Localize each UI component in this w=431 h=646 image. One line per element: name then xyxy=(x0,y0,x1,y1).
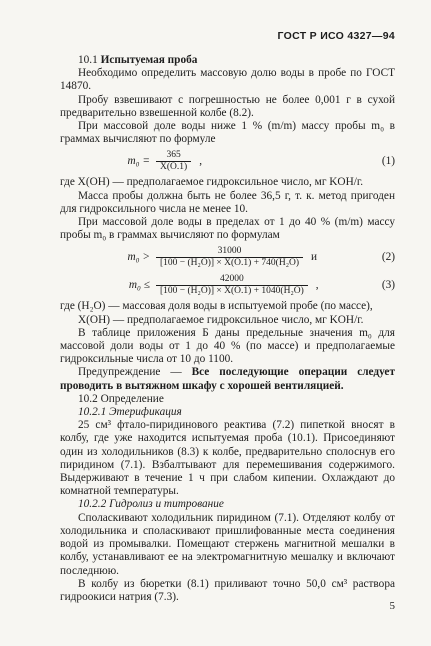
fraction-numerator: 42000 xyxy=(220,273,244,284)
formula-lhs: m₀ ≤ xyxy=(128,278,150,291)
formula-2 xyxy=(60,244,395,270)
formula-tail: , xyxy=(199,154,203,167)
formula-number: (1) xyxy=(381,154,395,167)
fraction-denominator: [100 − (H₂O)] × X(O.1) + 1040(H₂O) xyxy=(156,285,308,297)
formula-number: (3) xyxy=(381,278,395,291)
paragraph: Споласкивают холодильник пиридином (7.1). Отделяют колбу от холодильника и споласкивают пришлифованные места соединения водой из промывалки. Помещают стержень магнитной мешалки в колбу, устанавливают ее на электромагнитную мешалку и включают последнюю. xyxy=(60,511,395,577)
formula-lhs: m₀ > xyxy=(127,250,150,263)
formula-lhs: m₀ = xyxy=(127,154,150,167)
paragraph: 25 см³ фтало-пиридинового реактива (7.2) пипеткой вносят в колбу, где уже находится испытуемая проба (10.1). Присоединяют один из холодильников (8.3) к колбе, предварительно сполоснув его пиридином (7.1). Взбалтывают для перемешивания содержимого. Выдерживают в течение 1 ч при слабом кипении. Охлаждают до комнатной температуры. xyxy=(60,419,395,498)
paragraph: В таблице приложения Б даны предельные значения m₀ для массовой доли воды от 1 до 40 % (по массе) и предполагаемые гидроксильные числа от 10 до 1100. xyxy=(60,326,395,366)
paragraph: Масса пробы должна быть не более 36,5 г, т. к. метод пригоден для гидроксильного числа не менее 10. xyxy=(60,189,395,215)
formula-tail: и xyxy=(311,250,318,263)
paragraph: где X(OH) — предполагаемое гидроксильное число, мг KOH/г. xyxy=(60,176,364,189)
section-10-2-1-heading: 10.2.1 Этерификация xyxy=(78,406,182,419)
fraction-numerator: 365 xyxy=(166,149,181,160)
warning-prefix: Предупреждение — xyxy=(78,366,192,379)
formula-1 xyxy=(60,148,395,174)
section-10-2-2-heading: 10.2.2 Гидролиз и титрование xyxy=(78,498,224,511)
formula-number: (2) xyxy=(381,250,395,263)
where-line-2 xyxy=(60,314,395,327)
section-10-1-heading xyxy=(60,54,395,67)
formula-3 xyxy=(60,272,395,298)
where-variable: где (H₂O) xyxy=(60,300,106,313)
page-content xyxy=(60,54,395,604)
paragraph: При массовой доле воды ниже 1 % (m/m) массу пробы m₀ в граммах вычисляют по формуле xyxy=(60,120,395,146)
section-number: 10.1 xyxy=(78,54,98,66)
paragraph: В колбу из бюретки (8.1) приливают точно 50,0 см³ раствора гидроокиси натрия (7.3). xyxy=(60,577,395,603)
warning-text: Все последующие операции следует проводить в вытяжном шкафу с хорошей вентиляцией. xyxy=(60,366,395,392)
paragraph: Пробу взвешивают с погрешностью не более 0,001 г в сухой предварительно взвешенной колбе (8.2). xyxy=(60,93,395,119)
where-line-1 xyxy=(60,300,395,313)
formula-tail: , xyxy=(315,278,319,291)
section-title: Испытуемая проба xyxy=(100,54,198,66)
where-variable: X(OH) xyxy=(78,313,110,326)
fraction-denominator: X(O.1) xyxy=(156,161,191,173)
section-10-2-heading: 10.2 Определение xyxy=(78,392,164,405)
where-text: — массовая доля воды в испытуемой пробе (по массе), xyxy=(108,300,373,313)
paragraph: При массовой доле воды в пределах от 1 до 40 % (m/m) массу пробы m₀ в граммах вычисляют по формулам xyxy=(60,216,395,242)
formula-fraction xyxy=(156,150,191,173)
warning-paragraph xyxy=(60,366,395,392)
fraction-numerator: 31000 xyxy=(217,245,242,256)
page-number: 5 xyxy=(389,600,395,612)
formula-fraction xyxy=(156,246,303,269)
paragraph: Необходимо определить массовую долю воды в пробе по ГОСТ 14870. xyxy=(60,67,395,93)
formula-fraction xyxy=(156,274,308,297)
page-header: ГОСТ Р ИСО 4327—94 xyxy=(277,30,395,42)
where-text: — предполагаемое гидроксильное число, мг KOH/г. xyxy=(112,313,364,326)
fraction-denominator: [100 − (H₂O)] × X(O.1) + 740(H₂O) xyxy=(156,257,303,269)
